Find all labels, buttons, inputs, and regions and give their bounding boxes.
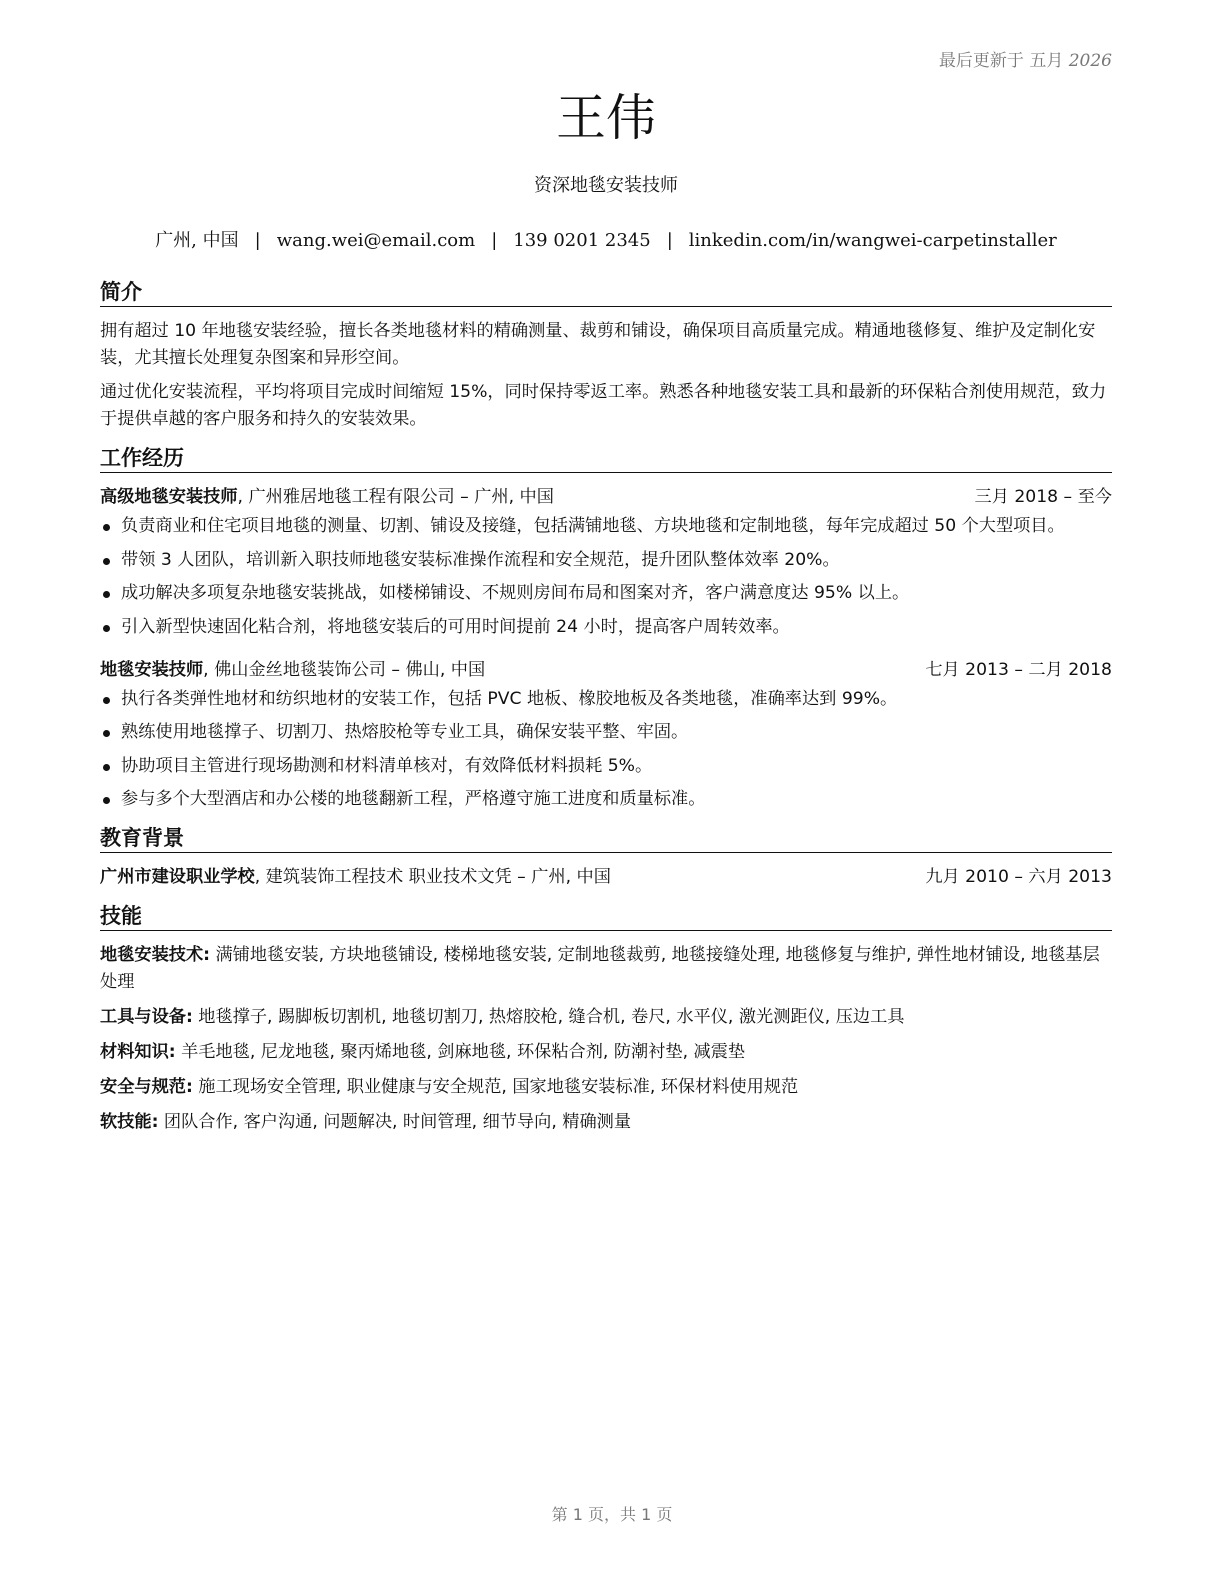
education-section [100,824,1112,891]
skill-label: 材料知识: [100,1042,176,1062]
skill-row [100,942,1112,996]
skill-label: 软技能: [100,1112,159,1132]
education-detail: , 建筑装饰工程技术 职业技术文凭 – 广州, 中国 [254,867,611,887]
job-bullets [100,686,1112,814]
section-heading-summary: 简介 [100,278,1112,307]
skill-value: 羊毛地毯, 尼龙地毯, 聚丙烯地毯, 剑麻地毯, 环保粘合剂, 防潮衬垫, 减震垫 [175,1042,746,1062]
resume-content [100,278,1112,1147]
job-bullets [100,513,1112,641]
job-title: 资深地毯安装技师 [534,175,678,196]
bullet-item: 熟练使用地毯撑子、切割刀、热熔胶枪等专业工具，确保安装平整、牢固。 [100,719,1112,746]
skill-row [100,1004,1112,1031]
job-header [100,657,1112,684]
skill-value: 团队合作, 客户沟通, 问题解决, 时间管理, 细节导向, 精确测量 [158,1112,632,1132]
education-school-detail [100,864,611,891]
contact-separator: | [254,230,261,251]
job-dates: 七月 2013 – 二月 2018 [925,659,1112,680]
page-number: 第 1 页，共 1 页 [551,1505,673,1524]
job-dates: 三月 2018 – 至今 [974,487,1112,507]
bullet-item: 成功解决多项复杂地毯安装挑战，如楼梯铺设、不规则房间布局和图案对齐，客户满意度达 95% 以上。 [100,580,1112,607]
job-role: 高级地毯安装技师 [100,487,238,507]
last-updated-label: 最后更新于 五月 [938,51,1064,71]
education-school: 广州市建设职业学校 [100,867,255,887]
experience-section [100,444,1112,813]
job-role-company [100,484,554,511]
skills-section [100,902,1112,1136]
contact-separator: | [666,230,673,251]
education-entry [100,864,1112,891]
job-company: , 佛山金丝地毯装饰公司 – 佛山, 中国 [203,659,486,680]
resume-page [100,0,1112,1584]
skill-value: 施工现场安全管理, 职业健康与安全规范, 国家地毯安装标准, 环保材料使用规范 [192,1077,799,1097]
skill-label: 地毯安装技术: [100,945,210,965]
skill-value: 满铺地毯安装, 方块地毯铺设, 楼梯地毯安装, 定制地毯裁剪, 地毯接缝处理, 地毯修复与维护, 弹性地材铺设, 地毯基层处理 [100,945,1100,992]
section-heading-skills: 技能 [100,902,1112,931]
job-role-company [100,657,485,684]
job-entry [100,657,1112,814]
job-company: , 广州雅居地毯工程有限公司 – 广州, 中国 [237,487,554,507]
skill-row [100,1074,1112,1101]
last-updated-year: 2026 [1068,51,1112,71]
section-heading-education: 教育背景 [100,824,1112,853]
skill-label: 工具与设备: [100,1007,193,1027]
last-updated [939,46,1112,71]
skill-label: 安全与规范: [100,1077,193,1097]
candidate-name: 王伟 [556,89,656,147]
skill-row [100,1109,1112,1136]
bullet-item: 负责商业和住宅项目地毯的测量、切割、铺设及接缝，包括满铺地毯、方块地毯和定制地毯，每年完成超过 50 个大型项目。 [100,513,1112,540]
job-entry [100,484,1112,641]
summary-paragraph: 拥有超过 10 年地毯安装经验，擅长各类地毯材料的精确测量、裁剪和铺设，确保项目高质量完成。精通地毯修复、维护及定制化安装，尤其擅长处理复杂图案和异形空间。 [100,321,1096,368]
bullet-item: 参与多个大型酒店和办公楼的地毯翻新工程，严格遵守施工进度和质量标准。 [100,786,1112,813]
skill-value: 地毯撑子, 踢脚板切割机, 地毯切割刀, 热熔胶枪, 缝合机, 卷尺, 水平仪, 激光测距仪, 压边工具 [192,1007,905,1027]
bullet-item: 协助项目主管进行现场勘测和材料清单核对，有效降低材料损耗 5%。 [100,753,1112,780]
summary-section [100,278,1112,433]
bullet-item: 带领 3 人团队，培训新入职技师地毯安装标准操作流程和安全规范，提升团队整体效率 20%。 [100,547,1112,574]
contact-line [100,226,1112,252]
bullet-item: 执行各类弹性地材和纺织地材的安装工作，包括 PVC 地板、橡胶地板及各类地毯，准确率达到 99%。 [100,686,1112,713]
contact-separator: | [491,230,498,251]
section-heading-experience: 工作经历 [100,444,1112,473]
job-role: 地毯安装技师 [100,659,204,680]
contact-location: 广州, 中国 [155,230,239,251]
job-header [100,484,1112,511]
contact-linkedin[interactable]: linkedin.com/in/wangwei-carpetinstaller [688,230,1057,251]
contact-email[interactable]: wang.wei@email.com [276,230,476,251]
education-dates: 九月 2010 – 六月 2013 [925,867,1112,887]
contact-phone: 139 0201 2345 [513,230,651,251]
summary-paragraph: 通过优化安装流程，平均将项目完成时间缩短 15%，同时保持零返工率。熟悉各种地毯安装工具和最新的环保粘合剂使用规范，致力于提供卓越的客户服务和持久的安装效果。 [100,382,1107,429]
skill-row [100,1039,1112,1066]
bullet-item: 引入新型快速固化粘合剂，将地毯安装后的可用时间提前 24 小时，提高客户周转效率。 [100,614,1112,641]
